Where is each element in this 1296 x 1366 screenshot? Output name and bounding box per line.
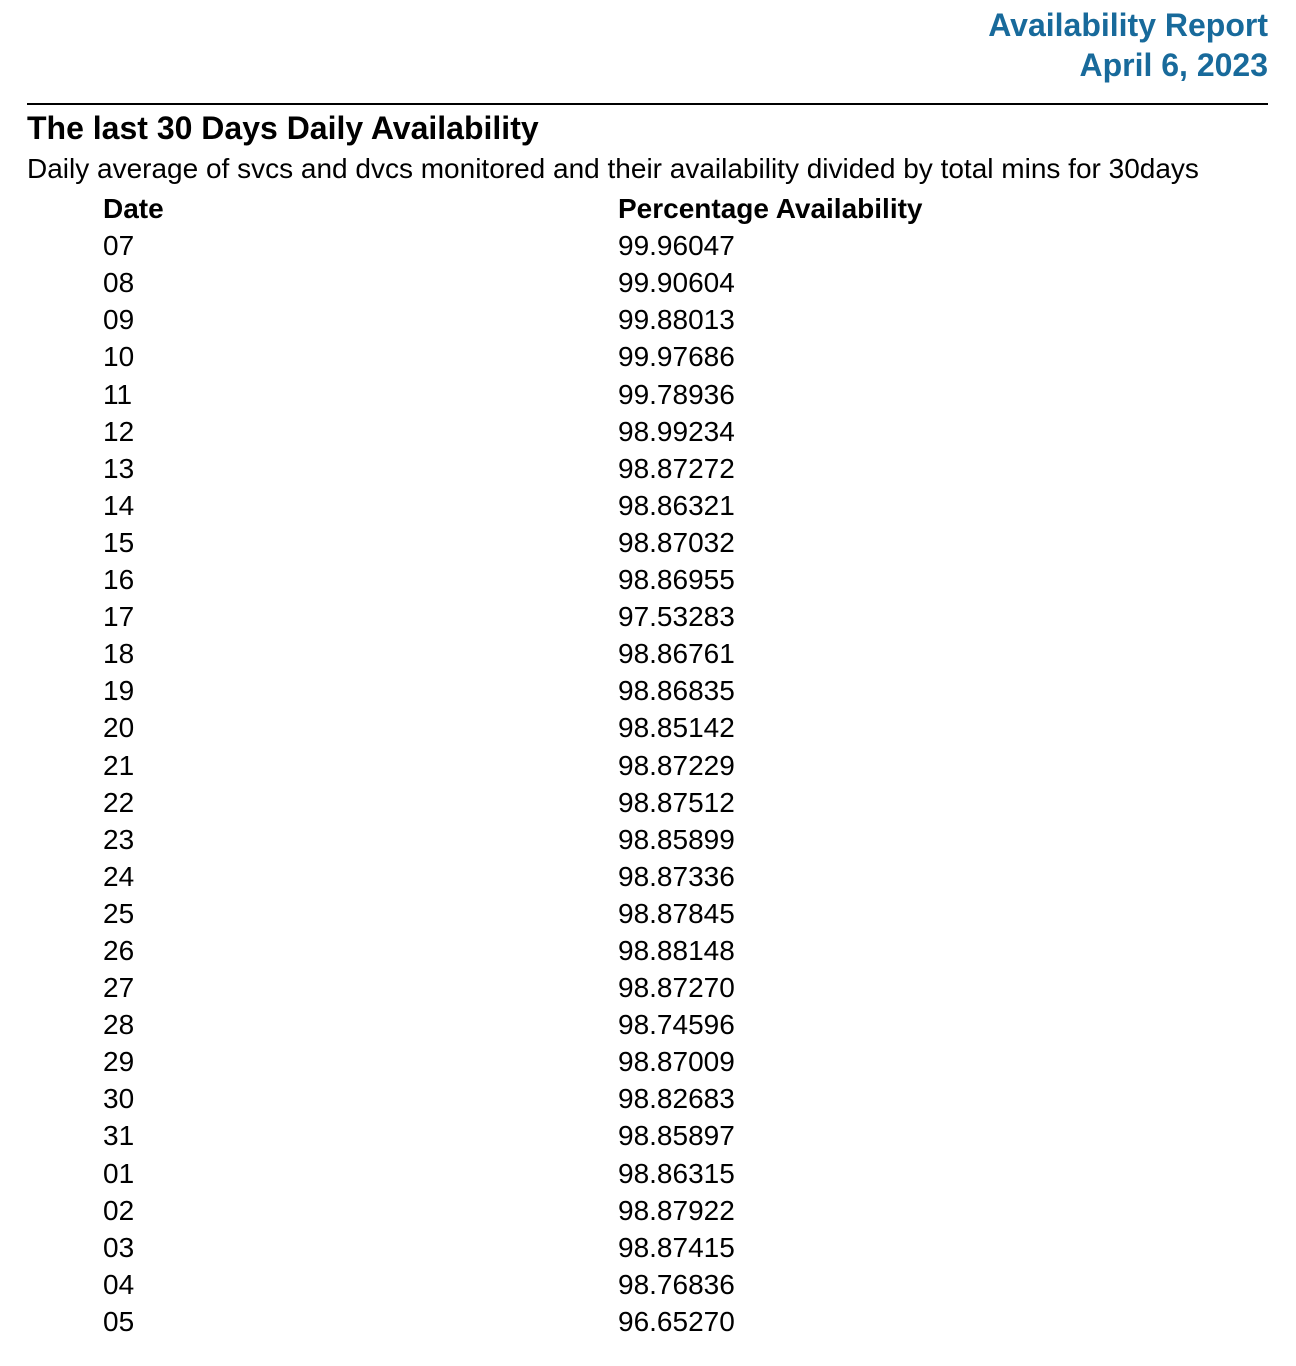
table-row — [27, 1266, 1268, 1303]
table-row — [27, 1303, 1268, 1340]
table-row — [27, 895, 1268, 932]
availability-cell: 98.87229 — [618, 749, 735, 781]
date-cell: 18 — [103, 638, 135, 670]
table-row — [27, 1229, 1268, 1266]
report-header — [27, 5, 1268, 85]
date-cell: 15 — [103, 526, 135, 558]
availability-cell: 99.97686 — [618, 341, 735, 373]
availability-cell: 98.86315 — [618, 1157, 735, 1189]
date-cell: 25 — [103, 897, 135, 929]
table-row — [27, 561, 1268, 598]
section-heading: The last 30 Days Daily Availability — [27, 110, 539, 146]
table-row — [27, 784, 1268, 821]
date-cell: 10 — [103, 341, 135, 373]
date-cell: 05 — [103, 1305, 135, 1337]
table-row — [27, 1192, 1268, 1229]
availability-cell: 98.85899 — [618, 823, 735, 855]
table-row — [27, 821, 1268, 858]
availability-cell: 98.87415 — [618, 1231, 735, 1263]
availability-table — [27, 190, 1268, 1340]
date-cell: 08 — [103, 267, 135, 299]
report-title: Availability Report — [988, 7, 1268, 43]
date-cell: 27 — [103, 972, 135, 1004]
table-row — [27, 672, 1268, 709]
date-cell: 29 — [103, 1046, 135, 1078]
date-cell: 17 — [103, 601, 135, 633]
availability-cell: 99.90604 — [618, 267, 735, 299]
table-row — [27, 747, 1268, 784]
availability-cell: 98.86955 — [618, 564, 735, 596]
availability-cell: 98.86321 — [618, 489, 735, 521]
availability-cell: 98.87272 — [618, 452, 735, 484]
date-cell: 02 — [103, 1194, 135, 1226]
table-row — [27, 635, 1268, 672]
date-cell: 24 — [103, 860, 135, 892]
availability-cell: 98.86761 — [618, 638, 735, 670]
table-row — [27, 264, 1268, 301]
table-row — [27, 1043, 1268, 1080]
column-header-availability: Percentage Availability — [618, 193, 923, 225]
availability-cell: 98.87922 — [618, 1194, 735, 1226]
availability-cell: 98.88148 — [618, 934, 735, 966]
date-cell: 28 — [103, 1009, 135, 1041]
table-header-row — [27, 190, 1268, 227]
date-cell: 01 — [103, 1157, 135, 1189]
date-cell: 31 — [103, 1120, 135, 1152]
table-row — [27, 598, 1268, 635]
table-body — [27, 227, 1268, 1340]
report-date: April 6, 2023 — [1079, 47, 1268, 83]
table-row — [27, 450, 1268, 487]
table-row — [27, 524, 1268, 561]
date-cell: 26 — [103, 934, 135, 966]
availability-cell: 98.85142 — [618, 712, 735, 744]
date-cell: 11 — [103, 378, 133, 410]
table-row — [27, 858, 1268, 895]
availability-cell: 99.78936 — [618, 378, 735, 410]
table-row — [27, 301, 1268, 338]
date-cell: 13 — [103, 452, 135, 484]
header-divider — [27, 103, 1268, 105]
date-cell: 19 — [103, 675, 135, 707]
date-cell: 30 — [103, 1083, 135, 1115]
date-cell: 09 — [103, 304, 135, 336]
availability-cell: 99.88013 — [618, 304, 735, 336]
date-cell: 16 — [103, 564, 135, 596]
table-row — [27, 487, 1268, 524]
table-row — [27, 1117, 1268, 1154]
availability-cell: 98.87009 — [618, 1046, 735, 1078]
availability-cell: 98.74596 — [618, 1009, 735, 1041]
availability-cell: 98.87270 — [618, 972, 735, 1004]
table-row — [27, 227, 1268, 264]
table-row — [27, 338, 1268, 375]
date-cell: 20 — [103, 712, 135, 744]
table-row — [27, 969, 1268, 1006]
availability-cell: 97.53283 — [618, 601, 735, 633]
table-row — [27, 1155, 1268, 1192]
table-row — [27, 709, 1268, 746]
availability-cell: 98.99234 — [618, 415, 735, 447]
date-cell: 14 — [103, 489, 135, 521]
date-cell: 12 — [103, 415, 135, 447]
table-row — [27, 932, 1268, 969]
availability-cell: 98.76836 — [618, 1268, 735, 1300]
availability-cell: 98.87336 — [618, 860, 735, 892]
availability-cell: 98.87845 — [618, 897, 735, 929]
availability-cell: 98.86835 — [618, 675, 735, 707]
date-cell: 23 — [103, 823, 135, 855]
availability-cell: 98.85897 — [618, 1120, 735, 1152]
date-cell: 21 — [103, 749, 135, 781]
availability-cell: 96.65270 — [618, 1305, 735, 1337]
availability-cell: 99.96047 — [618, 230, 735, 262]
table-row — [27, 376, 1268, 413]
date-cell: 22 — [103, 786, 135, 818]
availability-cell: 98.82683 — [618, 1083, 735, 1115]
date-cell: 07 — [103, 230, 135, 262]
table-row — [27, 413, 1268, 450]
availability-cell: 98.87512 — [618, 786, 735, 818]
section-subtitle: Daily average of svcs and dvcs monitored and their availability divided by total mins for 30days — [27, 153, 1199, 184]
date-cell: 04 — [103, 1268, 135, 1300]
table-row — [27, 1080, 1268, 1117]
date-cell: 03 — [103, 1231, 135, 1263]
column-header-date: Date — [103, 193, 164, 225]
availability-cell: 98.87032 — [618, 526, 735, 558]
table-row — [27, 1006, 1268, 1043]
